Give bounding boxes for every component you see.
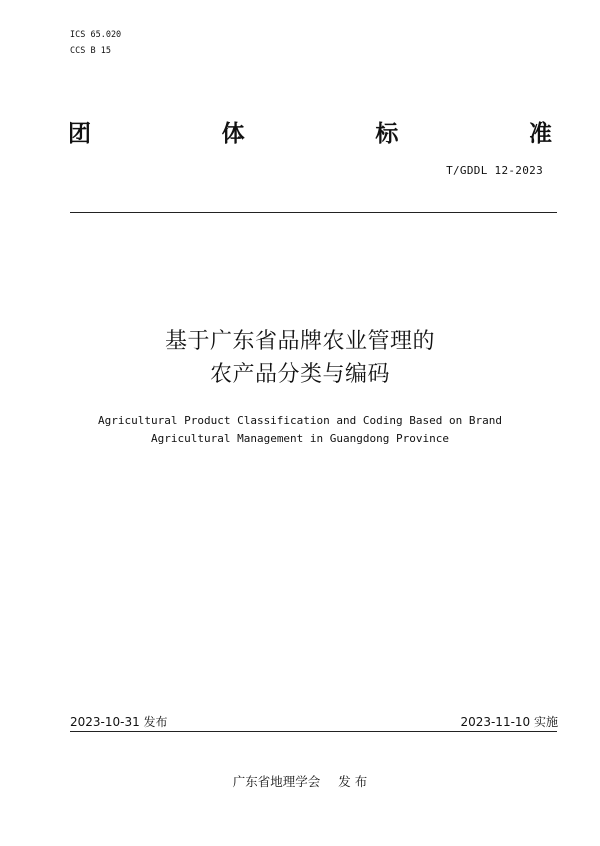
chinese-title-line: 基于广东省品牌农业管理的	[164, 329, 435, 354]
english-title-line: Agricultural Product Classification and Coding Based on Brand	[98, 414, 502, 427]
chinese-title-line: 农产品分类与编码	[209, 362, 390, 387]
publisher-name: 广东省地理学会	[232, 774, 321, 789]
standard-type-heading	[68, 116, 552, 146]
top-divider	[70, 212, 557, 213]
standard-number: T/GDDL 12-2023	[446, 164, 543, 177]
bottom-divider	[70, 731, 557, 732]
standard-type-char: 体	[221, 120, 245, 147]
implementation-date: 2023-11-10 实施	[460, 715, 558, 729]
issue-date: 2023-10-31 发布	[70, 715, 168, 729]
ccs-code: CCS B 15	[70, 46, 111, 56]
standard-type-char: 团	[68, 120, 91, 147]
standard-type-char: 准	[528, 120, 552, 147]
standard-type-char: 标	[375, 120, 399, 147]
publish-action: 发 布	[338, 774, 368, 789]
english-title	[0, 412, 600, 448]
english-title-line: Agricultural Management in Guangdong Province	[150, 432, 449, 445]
publisher-line	[0, 772, 600, 790]
chinese-title	[0, 325, 600, 391]
ics-code: ICS 65.020	[70, 30, 122, 40]
